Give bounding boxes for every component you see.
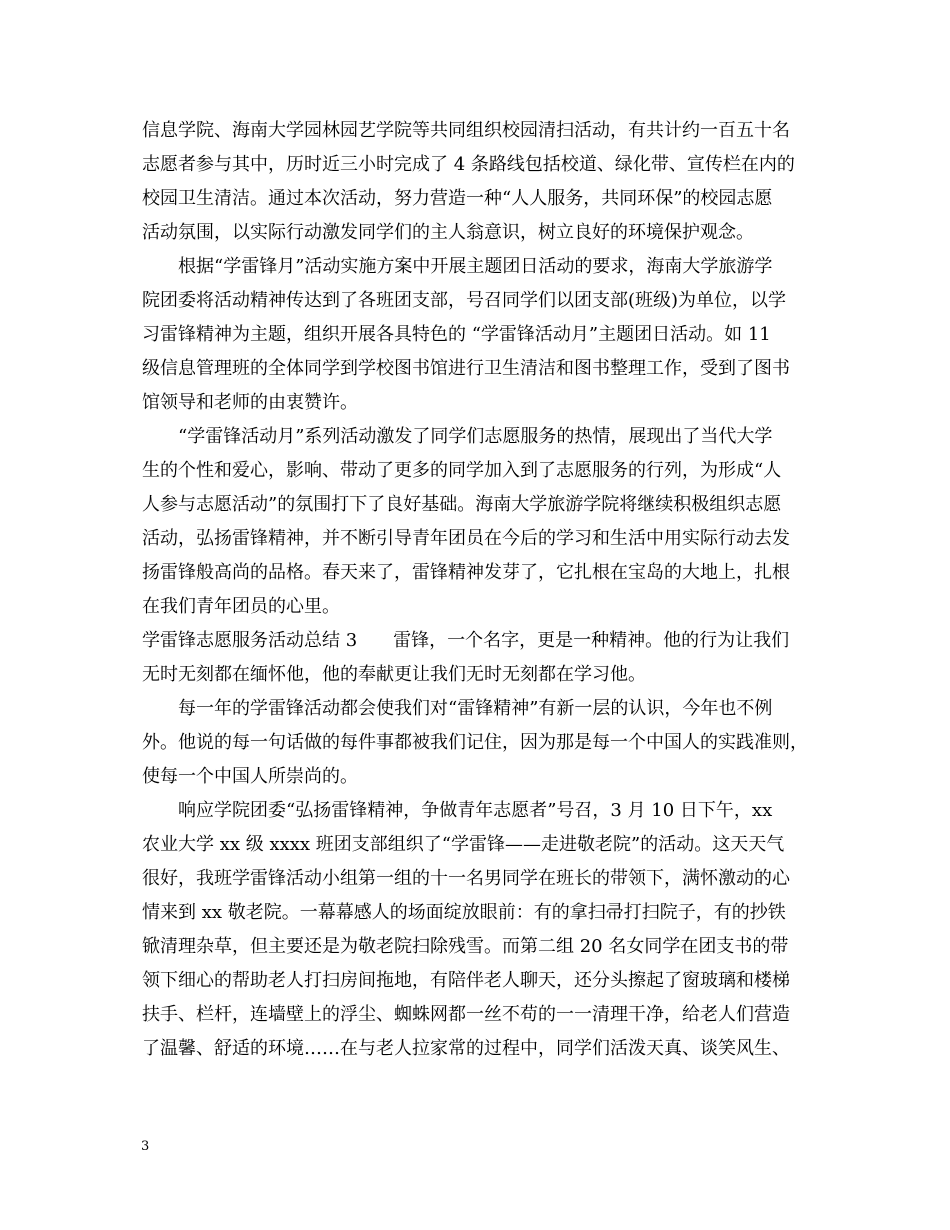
text-line: 无时无刻都在缅怀他，他的奉献更让我们无时无刻都在学习他。 — [142, 664, 646, 685]
text-line: 扬雷锋般高尚的品格。春天来了，雷锋精神发芽了，它扎根在宝岛的大地上，扎根 — [142, 562, 790, 583]
text-line: 每一年的学雷锋活动都会使我们对“雷锋精神”有新一层的认识，今年也不例 — [178, 698, 773, 719]
document-body — [142, 114, 810, 1066]
text-line: 活动氛围，以实际行动激发同学们的主人翁意识，树立良好的环境保护观念。 — [142, 222, 754, 243]
text-line: 馆领导和老师的由衷赞许。 — [142, 392, 358, 413]
text-line: 使每一个中国人所崇尚的。 — [142, 766, 358, 787]
text-line: 校园卫生清洁。通过本次活动，努力营造一种“人人服务，共同环保”的校园志愿 — [142, 188, 773, 209]
text-line: 响应学院团委“弘扬雷锋精神，争做青年志愿者”号召，3 月 10 日下午，xx — [178, 800, 773, 821]
text-line: 锨清理杂草，但主要还是为敬老院扫除残雪。而第二组 20 名女同学在团支书的带 — [142, 936, 789, 957]
text-line: 活动，弘扬雷锋精神，并不断引导青年团员在今后的学习和生活中用实际行动去发 — [142, 528, 790, 549]
text-line: 领下细心的帮助老人打扫房间拖地，有陪伴老人聊天，还分头擦起了窗玻璃和楼梯 — [142, 970, 790, 991]
text-line: 人参与志愿活动”的氛围打下了良好基础。海南大学旅游学院将继续积极组织志愿 — [142, 494, 782, 515]
text-line: 外。他说的每一句话做的每件事都被我们记住，因为那是每一个中国人的实践准则， — [142, 732, 808, 753]
text-line: 志愿者参与其中，历时近三小时完成了 4 条路线包括校道、绿化带、宣传栏在内的 — [142, 154, 795, 175]
page-number: 3 — [141, 1139, 150, 1154]
text-line: 很好，我班学雷锋活动小组第一组的十一名男同学在班长的带领下，满怀激动的心 — [142, 868, 790, 889]
text-line: 农业大学 xx 级 xxxx 班团支部组织了“学雷锋——走进敬老院”的活动。这天天气 — [142, 834, 785, 855]
text-line: 习雷锋精神为主题，组织开展各具特色的 “学雷锋活动月”主题团日活动。如 11 — [142, 324, 771, 345]
text-line: 根据“学雷锋月”活动实施方案中开展主题团日活动的要求，海南大学旅游学 — [178, 256, 773, 277]
text-line: 生的个性和爱心，影响、带动了更多的同学加入到了志愿服务的行列，为形成“人 — [142, 460, 782, 481]
text-line: 信息学院、海南大学园林园艺学院等共同组织校园清扫活动，有共计约一百五十名 — [142, 120, 790, 141]
text-line: “学雷锋活动月”系列活动激发了同学们志愿服务的热情，展现出了当代大学 — [178, 426, 773, 447]
text-line: 情来到 xx 敬老院。一幕幕感人的场面绽放眼前：有的拿扫帚打扫院子，有的抄铁 — [142, 902, 786, 923]
text-line: 级信息管理班的全体同学到学校图书馆进行卫生清洁和图书整理工作，受到了图书 — [142, 358, 790, 379]
text-line: 院团委将活动精神传达到了各班团支部，号召同学们以团支部(班级)为单位，以学 — [142, 290, 787, 311]
text-line: 了温馨、舒适的环境……在与老人拉家常的过程中，同学们活泼天真、谈笑风生、 — [142, 1038, 790, 1059]
text-line: 在我们青年团员的心里。 — [142, 596, 340, 617]
text-line: 扶手、栏杆，连墙壁上的浮尘、蜘蛛网都一丝不苟的一一清理干净，给老人们营造 — [142, 1004, 790, 1025]
section-heading-line: 学雷锋志愿服务活动总结 3 雷锋，一个名字，更是一种精神。他的行为让我们 — [142, 630, 790, 651]
